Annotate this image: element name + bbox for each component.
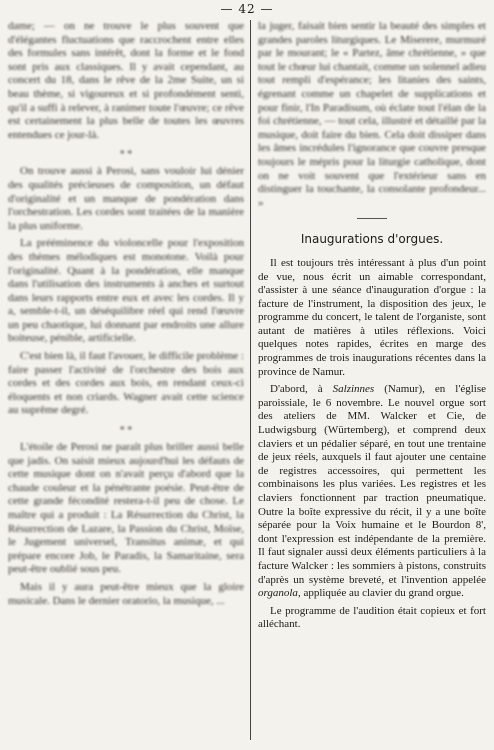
section-rule bbox=[357, 218, 387, 219]
column-divider bbox=[250, 20, 251, 740]
right-column bbox=[258, 20, 486, 636]
asterism: * * bbox=[119, 149, 133, 161]
term-organola: organola bbox=[258, 587, 298, 600]
left-paragraph-2: On trouve aussi à Perosi, sans vouloir lui dénier des qualités précieuses de composition, un défaut d'originalité et un manque de pondération dans l'orchestration. Les cordes sont traitées de la manière la plus uniforme. bbox=[8, 165, 244, 232]
left-paragraph-3: La prééminence du violoncelle pour l'exposition des thèmes mélodiques est monotone. Voilà pour l'originalité. Quant à la pondération, elle manque dans l'utilisation des instruments à anches et surtout dans leurs rapports entre eux et avec les cordes. Il y a, semble-t-il, un déséquilibre réel qui rend l'œuvre un peu chaotique, lui donnant par endroits une allure boiteuse, pénible, artificielle. bbox=[8, 237, 244, 345]
page-number: — 42 — bbox=[220, 2, 274, 16]
left-paragraph-6: Mais il y aura peut-être mieux que la gloire musicale. Dans le dernier oratorio, la musique, ... bbox=[8, 580, 244, 607]
left-paragraph-1: dame; — on ne trouve le plus souvent que d'élégantes fluctuations que raccrochent entre elles des formules sans intérêt, dont la forme et le fond sont pris aux classiques. Il y avait cependant, au concert du 18, dans le rêve de la 2me Suite, un si beau thème, si vigoureux et si profondément senti, qu'il a suffi à relever, à ranimer toute l'œuvre; ce rêve est certainement la plus belle de toutes les œuvres entendues ce jour-là. bbox=[8, 20, 244, 141]
right-paragraph-4: Le programme de l'audition était copieux et fort alléchant. bbox=[258, 604, 486, 631]
para-lead: D'abord, à bbox=[270, 383, 333, 396]
para-end: , appliquée au clavier du grand orgue. bbox=[297, 587, 464, 600]
right-paragraph-3 bbox=[258, 383, 486, 601]
asterism: * * bbox=[119, 425, 133, 437]
section-separator-2 bbox=[8, 426, 244, 435]
left-paragraph-4: C'est bien là, il faut l'avouer, le difficile problème : faire passer l'activité de l'orchestre des bois aux cordes et des cordes aux bois, en rendant ceux-ci éloquents et non criards. Wagner avait cette science au suprême degré. bbox=[8, 350, 244, 417]
blurred-continuation bbox=[258, 20, 486, 210]
right-paragraph-2: Il est toujours très intéressant à plus d'un point de vue, nous écrit un aimable correspondant, d'assister à une séance d'inauguration d'orgue : la facture de l'instrument, la disposition des jeux, le programme du concert, le talent de l'organiste, sont autant de matières à utiles réflexions. Voici quelques notes rapides, écrites en marge des programmes de trois inaugurations récentes dans la province de Namur. bbox=[258, 256, 486, 378]
place-name: Salzinnes bbox=[332, 383, 375, 396]
para-body: (Namur), en l'église paroissiale, le 6 novembre. Le nouvel orgue sort des ateliers de MM. Walcker et Cie, de Ludwigsburg (Würtemberg), et comprend deux claviers et un pédalier séparé, en tout une trentaine de jeux réels, auxquels il faut ajouter une centaine de registres accessoires, qui permettent les combinaisons les plus variées. Les registres et les claviers fonctionnent par traction pneumatique. Outre la boîte expressive du récit, il y a une boîte séparée pour la Voix humaine et le Bourdon 8', dont l'expression est indépendante de la première. Il faut signaler aussi deux éléments particuliers à la facture Walcker : les sommiers à pistons, construits d'après un système breveté, et l'invention appelée bbox=[258, 383, 486, 586]
left-column bbox=[8, 20, 244, 612]
section-separator-1 bbox=[8, 150, 244, 159]
right-paragraph-1: la juger, faisait bien sentir la beauté des simples et grandes paroles liturgiques. Le Miserere, murmuré par le mourant; le « Partez, âme chrétienne, » que tout le chœur lui chantait, comme un solennel adieu tout rempli d'espérance; les litanies des saints, égrenant comme un chapelet de supplications et pour finir, l'In Paradisum, où éclate tout l'élan de la foi chrétienne, — tout cela, illustré et détaillé par la musique, doit faire du bien. Cela doit dissiper dans les âmes incrédules l'ignorance que couvre presque toujours le mépris pour la liturgie catholique, dont on ne voit souvent que l'extérieur sans en distinguer la touchante, la consolante profondeur... » bbox=[258, 20, 486, 209]
left-paragraph-5: L'étoile de Perosi ne paraît plus briller aussi belle que jadis. On saisit mieux aujourd'hui les défauts de cette musique dont on n'avait perçu d'abord que la chaude couleur et la pénétrante poésie. Peut-être de cette grande fécondité restera-t-il peu de chose. Le maître qui a produit : La Résurrection du Christ, la Résurrection de Lazare, la Passion du Christ, Moïse, le Jugement universel, Transitus animæ, et qui prépare encore Job, le Paradis, la Samaritaine, sera peut-être oublié sous peu. bbox=[8, 441, 244, 576]
section-title: Inaugurations d'orgues. bbox=[300, 232, 444, 247]
